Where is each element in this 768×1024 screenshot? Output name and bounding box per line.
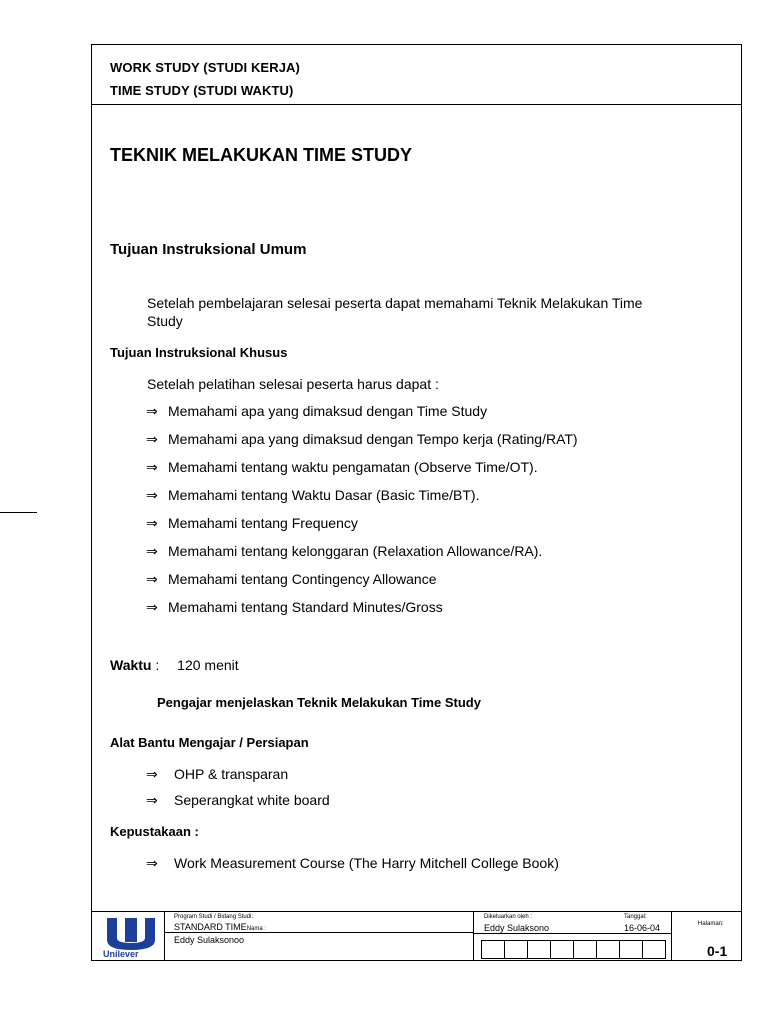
waktu-label: Waktu xyxy=(110,657,152,673)
check-box xyxy=(550,940,574,959)
program-label: Program Studi / Bidang Studi: xyxy=(174,914,254,920)
list-item: ⇒ Memahami tentang Frequency xyxy=(146,515,358,531)
tiu-heading: Tujuan Instruksional Umum xyxy=(110,241,307,258)
arrow-icon: ⇒ xyxy=(146,515,158,531)
pustaka-heading: Kepustakaan : xyxy=(110,824,199,839)
pengajar-text: Pengajar menjelaskan Teknik Melakukan Time Study xyxy=(157,695,481,710)
arrow-icon: ⇒ xyxy=(146,766,158,782)
tanggal-label: Tanggal: xyxy=(624,914,647,920)
arrow-icon: ⇒ xyxy=(146,571,158,587)
arrow-icon: ⇒ xyxy=(146,792,158,808)
arrow-icon: ⇒ xyxy=(146,403,158,419)
list-item: ⇒ Memahami tentang Standard Minutes/Gross xyxy=(146,599,443,615)
page-title: TEKNIK MELAKUKAN TIME STUDY xyxy=(110,145,412,165)
divider xyxy=(474,933,671,934)
waktu-sep: : xyxy=(155,657,160,673)
tiu-text-line-2: Study xyxy=(147,313,183,329)
logo-cell xyxy=(92,912,165,961)
header-line-2: TIME STUDY (STUDI WAKTU) xyxy=(110,83,294,98)
nama-label: Nama : xyxy=(246,926,267,932)
dikeluarkan-label: Dikeluarkan oleh : xyxy=(484,914,533,920)
check-box xyxy=(642,940,666,959)
check-box xyxy=(527,940,551,959)
arrow-icon: ⇒ xyxy=(146,487,158,503)
issued-cell xyxy=(474,912,672,961)
list-item: ⇒ OHP & transparan xyxy=(146,766,289,782)
page-footer xyxy=(92,911,741,961)
waktu-value: 120 menit xyxy=(177,657,239,673)
check-box xyxy=(481,940,505,959)
nama-value: Eddy Sulaksonoo xyxy=(174,935,245,945)
list-item: ⇒ Seperangkat white board xyxy=(146,792,330,808)
alat-heading: Alat Bantu Mengajar / Persiapan xyxy=(110,735,309,750)
tik-intro: Setelah pelatihan selesai peserta harus dapat : xyxy=(147,376,439,392)
margin-mark xyxy=(0,512,37,513)
program-cell xyxy=(165,912,474,961)
check-box xyxy=(573,940,597,959)
list-item: ⇒ Memahami apa yang dimaksud dengan Tempo kerja (Rating/RAT) xyxy=(146,431,578,447)
program-row xyxy=(174,922,266,932)
arrow-icon: ⇒ xyxy=(146,599,158,615)
list-item: ⇒ Memahami tentang kelonggaran (Relaxation Allowance/RA). xyxy=(146,543,543,559)
tiu-text-line-1: Setelah pembelajaran selesai peserta dapat memahami Teknik Melakukan Time xyxy=(147,295,643,311)
arrow-icon: ⇒ xyxy=(146,855,158,871)
list-item: ⇒ Work Measurement Course (The Harry Mitchell College Book) xyxy=(146,855,559,871)
divider xyxy=(165,932,473,933)
page-number: 0-1 xyxy=(707,943,728,959)
header-line-1: WORK STUDY (STUDI KERJA) xyxy=(110,60,300,75)
logo-text: Unilever xyxy=(103,949,139,959)
page-header xyxy=(92,45,741,105)
check-box xyxy=(596,940,620,959)
check-box xyxy=(619,940,643,959)
tik-heading: Tujuan Instruksional Khusus xyxy=(110,345,288,360)
list-item: ⇒ Memahami apa yang dimaksud dengan Time Study xyxy=(146,403,488,419)
document-page xyxy=(91,44,742,961)
tanggal-value: 16-06-04 xyxy=(624,923,661,933)
arrow-icon: ⇒ xyxy=(146,543,158,559)
dikeluarkan-value: Eddy Sulaksono xyxy=(484,923,550,933)
list-item: ⇒ Memahami tentang Waktu Dasar (Basic Time/BT). xyxy=(146,487,480,503)
list-item: ⇒ Memahami tentang Contingency Allowance xyxy=(146,571,437,587)
program-value: STANDARD TIME xyxy=(174,922,247,932)
arrow-icon: ⇒ xyxy=(146,431,158,447)
list-item: ⇒ Memahami tentang waktu pengamatan (Observe Time/OT). xyxy=(146,459,538,475)
check-box xyxy=(504,940,528,959)
halaman-cell xyxy=(672,912,741,961)
waktu-row xyxy=(110,657,239,673)
halaman-label: Halaman: xyxy=(698,921,724,927)
arrow-icon: ⇒ xyxy=(146,459,158,475)
